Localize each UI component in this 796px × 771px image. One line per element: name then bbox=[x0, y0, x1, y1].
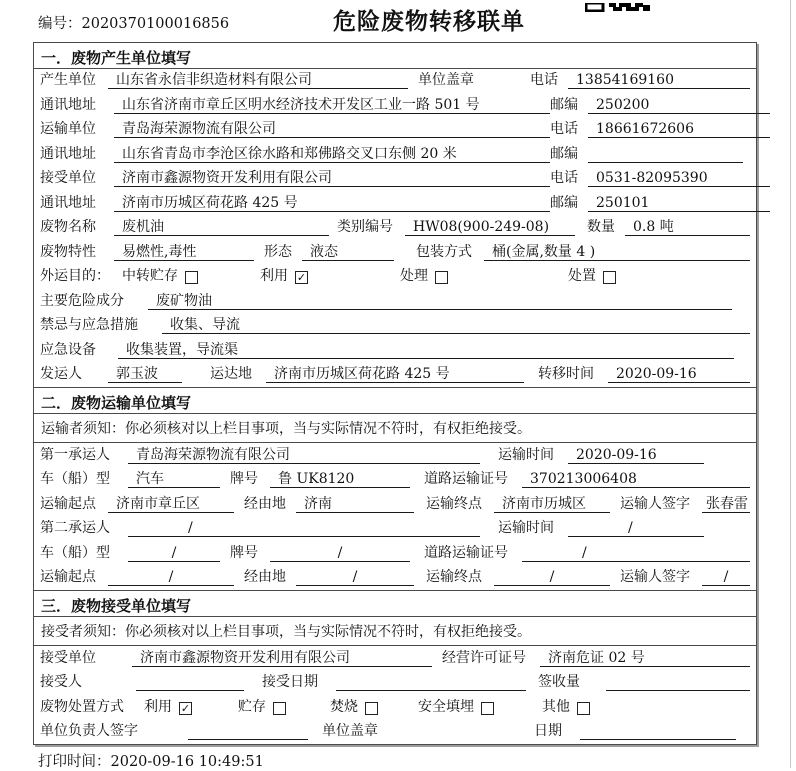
sign-date-value bbox=[580, 723, 736, 740]
waste-props-label: 废物特性 bbox=[40, 243, 96, 260]
unit-seal2-label: 单位盖章 bbox=[322, 723, 378, 739]
sign-date-label: 日期 bbox=[534, 723, 562, 739]
disposal-option-incinerate bbox=[330, 699, 378, 716]
producer-address-label: 通讯地址 bbox=[40, 96, 96, 113]
row-receive-unit bbox=[34, 167, 756, 192]
accept-date-label: 接受日期 bbox=[262, 674, 318, 690]
producer-address-value: 山东省济南市章丘区明水经济技术开发区工业一路 501 号 bbox=[114, 97, 550, 114]
disposal-option-landfill bbox=[418, 699, 494, 716]
producer-phone-label: 电话 bbox=[530, 72, 558, 88]
section-receiver-title: 三．废物接受单位填写 bbox=[34, 591, 756, 617]
disposal-landfill-checkbox bbox=[481, 702, 494, 715]
section-producer-title: 一．废物产生单位填写 bbox=[34, 43, 756, 69]
dispatcher-label: 发运人 bbox=[40, 366, 82, 382]
acceptor-label: 接受人 bbox=[40, 674, 82, 690]
manifest-table bbox=[33, 42, 757, 745]
row-transport-address bbox=[34, 142, 756, 167]
disposal-other-label: 其他 bbox=[542, 698, 570, 715]
carrier1-time-value: 2020-09-16 bbox=[568, 447, 704, 464]
responsible-sign-label: 单位负责人签字 bbox=[40, 723, 138, 739]
row-carrier2 bbox=[34, 517, 756, 542]
route1-via-label: 经由地 bbox=[244, 495, 286, 512]
taboo-value: 收集、导流 bbox=[162, 317, 750, 334]
row-disposal bbox=[34, 695, 756, 720]
section-transport-title: 二．废物运输单位填写 bbox=[34, 388, 756, 414]
plate2-label: 牌号 bbox=[230, 544, 258, 561]
row-purpose bbox=[34, 265, 756, 290]
row-hazard bbox=[34, 289, 756, 314]
carrier1-value: 青岛海荣源物流有限公司 bbox=[128, 447, 480, 464]
receipt-qty-value bbox=[606, 674, 750, 691]
waste-code-label: 类别编号 bbox=[337, 219, 393, 235]
receive-address-value: 济南市历城区荷花路 425 号 bbox=[114, 195, 550, 212]
business-license-value: 济南危证 02 号 bbox=[540, 650, 750, 667]
plate2-value: / bbox=[270, 545, 410, 562]
accept-date-value bbox=[336, 674, 526, 691]
transport-phone-value: 18661672606 bbox=[588, 121, 770, 138]
transfer-time-value: 2020-09-16 bbox=[608, 366, 750, 383]
disposal-utilize-check-mark: ✓ bbox=[180, 701, 191, 715]
disposal-option-other bbox=[542, 699, 590, 716]
row-carrier1 bbox=[34, 443, 756, 468]
waste-code-value: HW08(900-249-08) bbox=[405, 219, 575, 236]
row-vehicle2 bbox=[34, 541, 756, 566]
dispose-checkbox bbox=[603, 271, 616, 284]
route2-sign-value: / bbox=[702, 569, 750, 586]
carrier2-time-label: 运输时间 bbox=[498, 520, 554, 536]
route1-end-value: 济南市历城区 bbox=[494, 496, 610, 513]
transport-phone-label: 电话 bbox=[550, 121, 578, 137]
destination-label: 运达地 bbox=[210, 366, 252, 382]
purpose-treat-label: 处理 bbox=[400, 268, 428, 284]
carrier1-label: 第一承运人 bbox=[40, 446, 110, 463]
row-vehicle1 bbox=[34, 468, 756, 493]
route1-sign-label: 运输人签字 bbox=[620, 495, 690, 512]
waste-form-label: 形态 bbox=[264, 243, 292, 260]
row-responsible-sign bbox=[34, 720, 756, 745]
receipt-qty-label: 签收量 bbox=[538, 674, 580, 690]
row-route2 bbox=[34, 566, 756, 591]
hazard-label: 主要危险成分 bbox=[40, 292, 124, 309]
disposal-landfill-label: 安全填埋 bbox=[418, 698, 474, 715]
transfer-checkbox bbox=[185, 271, 198, 284]
producer-zip-label: 邮编 bbox=[550, 96, 578, 113]
transport-address-label: 通讯地址 bbox=[40, 145, 96, 162]
disposal-option-storage bbox=[238, 699, 286, 716]
route1-start-label: 运输起点 bbox=[40, 495, 96, 512]
dispatcher-value: 郭玉波 bbox=[108, 366, 182, 383]
purpose-option-utilize bbox=[260, 268, 308, 285]
taboo-label: 禁忌与应急措施 bbox=[40, 317, 138, 333]
transport-unit-label: 运输单位 bbox=[40, 121, 96, 137]
qr-code-partial-icon bbox=[585, 0, 651, 16]
serial-label: 编号： bbox=[38, 16, 82, 32]
disposal-utilize-label: 利用 bbox=[144, 698, 172, 715]
purpose-option-treat bbox=[400, 268, 448, 285]
serial-number: 2020370100016856 bbox=[81, 16, 230, 32]
plate1-value: 鲁 UK8120 bbox=[270, 471, 410, 488]
carrier2-time-value: / bbox=[568, 520, 704, 537]
producer-zip-value: 250200 bbox=[588, 97, 770, 114]
disposal-incinerate-checkbox bbox=[365, 702, 378, 715]
waste-pack-value: 桶(金属,数量 4 ) bbox=[484, 244, 750, 261]
route1-end-label: 运输终点 bbox=[426, 495, 482, 512]
license1-value: 370213006408 bbox=[522, 471, 750, 488]
receiver-unit-value: 济南市鑫源物资开发利用有限公司 bbox=[132, 650, 432, 667]
waste-name-label: 废物名称 bbox=[40, 219, 96, 235]
section-producer bbox=[34, 43, 756, 387]
producer-unit-value: 山东省永信非织造材料有限公司 bbox=[108, 72, 408, 89]
license2-label: 道路运输证号 bbox=[424, 544, 508, 561]
route2-start-value: / bbox=[108, 569, 234, 586]
waste-pack-label: 包装方式 bbox=[416, 243, 472, 260]
route2-start-label: 运输起点 bbox=[40, 569, 96, 585]
print-time-label: 打印时间： bbox=[38, 754, 111, 770]
waste-name-value: 废机油 bbox=[114, 219, 329, 236]
purpose-utilize-label: 利用 bbox=[260, 268, 288, 284]
producer-phone-value: 13854169160 bbox=[568, 72, 750, 89]
row-acceptor bbox=[34, 671, 756, 696]
treat-checkbox bbox=[435, 271, 448, 284]
equipment-label: 应急设备 bbox=[40, 341, 96, 358]
disposal-label: 废物处置方式 bbox=[40, 698, 124, 715]
purpose-dispose-label: 处置 bbox=[568, 268, 596, 284]
vehicle2-label: 车（船）型 bbox=[40, 544, 110, 561]
transfer-time-label: 转移时间 bbox=[538, 366, 594, 382]
row-receive-address bbox=[34, 191, 756, 216]
utilize-check-mark: ✓ bbox=[296, 271, 307, 284]
disposal-other-checkbox bbox=[577, 702, 590, 715]
route2-via-value: / bbox=[296, 569, 414, 586]
receive-address-label: 通讯地址 bbox=[40, 194, 96, 211]
transport-unit-value: 青岛海荣源物流有限公司 bbox=[114, 121, 550, 138]
print-time-value: 2020-09-16 10:49:51 bbox=[110, 754, 264, 770]
route1-sign-value: 张春雷 bbox=[702, 496, 750, 513]
carrier2-label: 第二承运人 bbox=[40, 520, 110, 536]
row-waste-props bbox=[34, 240, 756, 265]
receive-unit-label: 接受单位 bbox=[40, 170, 96, 186]
waste-qty-label: 数量 bbox=[587, 219, 615, 235]
row-equipment bbox=[34, 338, 756, 363]
disposal-storage-label: 贮存 bbox=[238, 698, 266, 715]
receive-unit-value: 济南市鑫源物资开发利用有限公司 bbox=[114, 170, 550, 187]
purpose-option-dispose bbox=[568, 268, 616, 285]
disposal-storage-checkbox bbox=[273, 702, 286, 715]
receiver-unit-label: 接受单位 bbox=[40, 649, 96, 666]
waste-qty-value: 0.8 吨 bbox=[625, 219, 750, 236]
row-taboo bbox=[34, 314, 756, 339]
waste-props-value: 易燃性,毒性 bbox=[114, 244, 254, 261]
producer-unit-label: 产生单位 bbox=[40, 72, 96, 88]
row-producer-unit bbox=[34, 69, 756, 94]
receive-zip-label: 邮编 bbox=[550, 194, 578, 211]
receive-phone-label: 电话 bbox=[550, 170, 578, 186]
section-transport bbox=[34, 387, 756, 590]
document-serial bbox=[38, 12, 229, 33]
transport-address-value: 山东省青岛市李沧区徐水路和郑佛路交叉口东侧 20 米 bbox=[114, 146, 550, 163]
route2-end-value: / bbox=[494, 569, 610, 586]
waste-form-value: 液态 bbox=[302, 244, 394, 261]
equipment-value: 收集装置，导流渠 bbox=[118, 342, 734, 359]
row-producer-address bbox=[34, 93, 756, 118]
transport-zip-value bbox=[588, 146, 743, 163]
hazard-value: 废矿物油 bbox=[148, 293, 732, 310]
carrier2-value: / bbox=[128, 520, 480, 537]
carrier1-time-label: 运输时间 bbox=[498, 446, 554, 463]
disposal-incinerate-label: 焚烧 bbox=[330, 698, 358, 715]
receive-phone-value: 0531-82095390 bbox=[588, 170, 770, 187]
license1-label: 道路运输证号 bbox=[424, 471, 508, 487]
disposal-utilize-checkbox bbox=[179, 702, 192, 715]
route2-end-label: 运输终点 bbox=[426, 569, 482, 585]
purpose-transfer-label: 中转贮存 bbox=[122, 268, 178, 284]
plate1-label: 牌号 bbox=[230, 471, 258, 487]
receive-zip-value: 250101 bbox=[588, 195, 770, 212]
unit-seal-label: 单位盖章 bbox=[418, 72, 474, 88]
transport-zip-label: 邮编 bbox=[550, 145, 578, 162]
license2-value: / bbox=[522, 545, 750, 562]
utilize-checkbox bbox=[295, 271, 308, 284]
purpose-option-transfer bbox=[122, 268, 198, 285]
responsible-sign-value bbox=[188, 723, 308, 740]
row-transport-unit bbox=[34, 118, 756, 143]
destination-value: 济南市历城区荷花路 425 号 bbox=[266, 366, 524, 383]
route1-via-value: 济南 bbox=[296, 496, 414, 513]
vehicle1-label: 车（船）型 bbox=[40, 471, 110, 487]
row-waste-name bbox=[34, 216, 756, 241]
row-receiver-unit bbox=[34, 646, 756, 671]
vehicle1-value: 汽车 bbox=[128, 471, 220, 488]
acceptor-value bbox=[136, 674, 244, 691]
row-dispatch bbox=[34, 363, 756, 388]
purpose-label: 外运目的： bbox=[40, 268, 110, 284]
route2-via-label: 经由地 bbox=[244, 569, 286, 585]
vehicle2-value: / bbox=[128, 545, 220, 562]
section-receiver bbox=[34, 590, 756, 744]
receiver-notice: 接受者须知：你必须核对以上栏目事项，当与实际情况不符时，有权拒绝接受。 bbox=[34, 617, 756, 647]
page-edge-divider bbox=[790, 0, 791, 768]
disposal-option-utilize bbox=[144, 699, 192, 716]
row-route1 bbox=[34, 492, 756, 517]
page-title: 危险废物转移联单 bbox=[333, 8, 525, 35]
transport-notice: 运输者须知：你必须核对以上栏目事项，当与实际情况不符时，有权拒绝接受。 bbox=[34, 414, 756, 444]
route2-sign-label: 运输人签字 bbox=[620, 569, 690, 585]
route1-start-value: 济南市章丘区 bbox=[108, 496, 234, 513]
business-license-label: 经营许可证号 bbox=[442, 649, 526, 666]
